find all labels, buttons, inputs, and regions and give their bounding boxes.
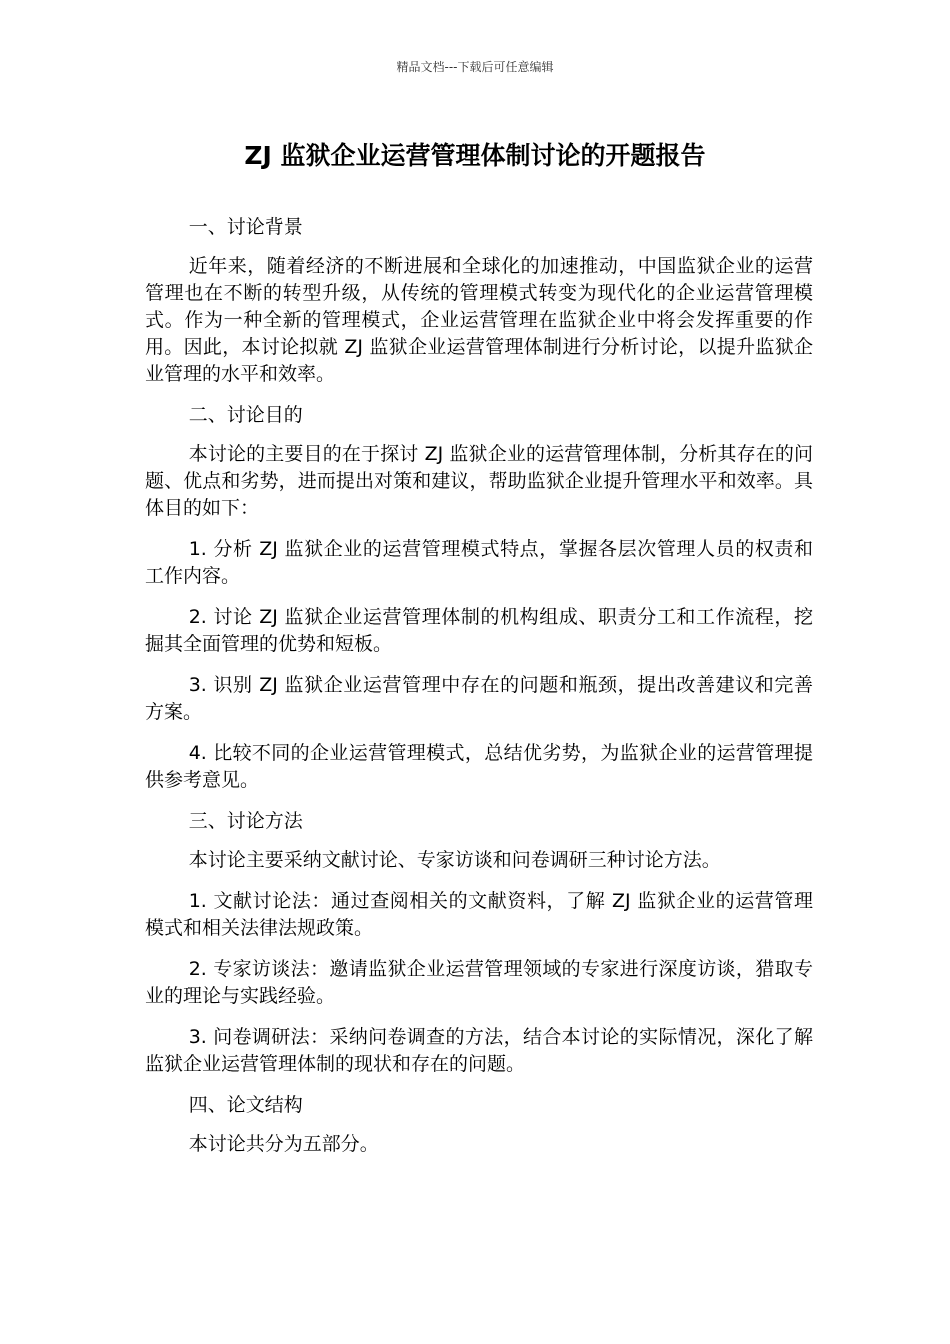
section-heading-methods: 三、讨论方法 xyxy=(188,810,303,832)
section-heading-structure: 四、论文结构 xyxy=(188,1094,303,1116)
list-item-purpose-1: 1. 分析 ZJ 监狱企业的运营管理模式特点，掌握各层次管理人员的权责和工作内容。 xyxy=(145,538,813,587)
list-item-purpose-4: 4. 比较不同的企业运营管理模式，总结优劣势，为监狱企业的运营管理提供参考意见。 xyxy=(145,742,813,791)
paragraph-background: 近年来，随着经济的不断进展和全球化的加速推动，中国监狱企业的运营管理也在不断的转型升级，从传统的管理模式转变为现代化的企业运营管理模式。作为一种全新的管理模式，企业运营管理在监狱企业中将会发挥重要的作用。因此，本讨论拟就 ZJ 监狱企业运营管理体制进行分析讨论，以提升监狱企业管理的水平和效率。 xyxy=(145,255,813,385)
list-item-method-3: 3. 问卷调研法：采纳问卷调查的方法，结合本讨论的实际情况，深化了解监狱企业运营管理体制的现状和存在的问题。 xyxy=(145,1026,813,1075)
document-body xyxy=(145,214,813,1172)
list-item-purpose-3: 3. 识别 ZJ 监狱企业运营管理中存在的问题和瓶颈，提出改善建议和完善方案。 xyxy=(145,674,813,723)
section-heading-purpose: 二、讨论目的 xyxy=(188,404,303,426)
paragraph-purpose-intro: 本讨论的主要目的在于探讨 ZJ 监狱企业的运营管理体制，分析其存在的问题、优点和劣势，进而提出对策和建议，帮助监狱企业提升管理水平和效率。具体目的如下： xyxy=(145,443,813,519)
list-item-purpose-2: 2. 讨论 ZJ 监狱企业运营管理体制的机构组成、职责分工和工作流程，挖掘其全面管理的优势和短板。 xyxy=(145,606,813,655)
list-item-method-1: 1. 文献讨论法：通过查阅相关的文献资料，了解 ZJ 监狱企业的运营管理模式和相关法律法规政策。 xyxy=(145,890,813,939)
paragraph-structure: 本讨论共分为五部分。 xyxy=(188,1133,379,1155)
header-note: 精品文档---下载后可任意编辑 xyxy=(396,60,554,74)
list-item-method-2: 2. 专家访谈法：邀请监狱企业运营管理领域的专家进行深度访谈，猎取专业的理论与实践经验。 xyxy=(145,958,813,1007)
paragraph-methods-intro: 本讨论主要采纳文献讨论、专家访谈和问卷调研三种讨论方法。 xyxy=(188,849,721,871)
document-title: ZJ 监狱企业运营管理体制讨论的开题报告 xyxy=(244,141,706,170)
section-heading-background: 一、讨论背景 xyxy=(188,216,303,238)
